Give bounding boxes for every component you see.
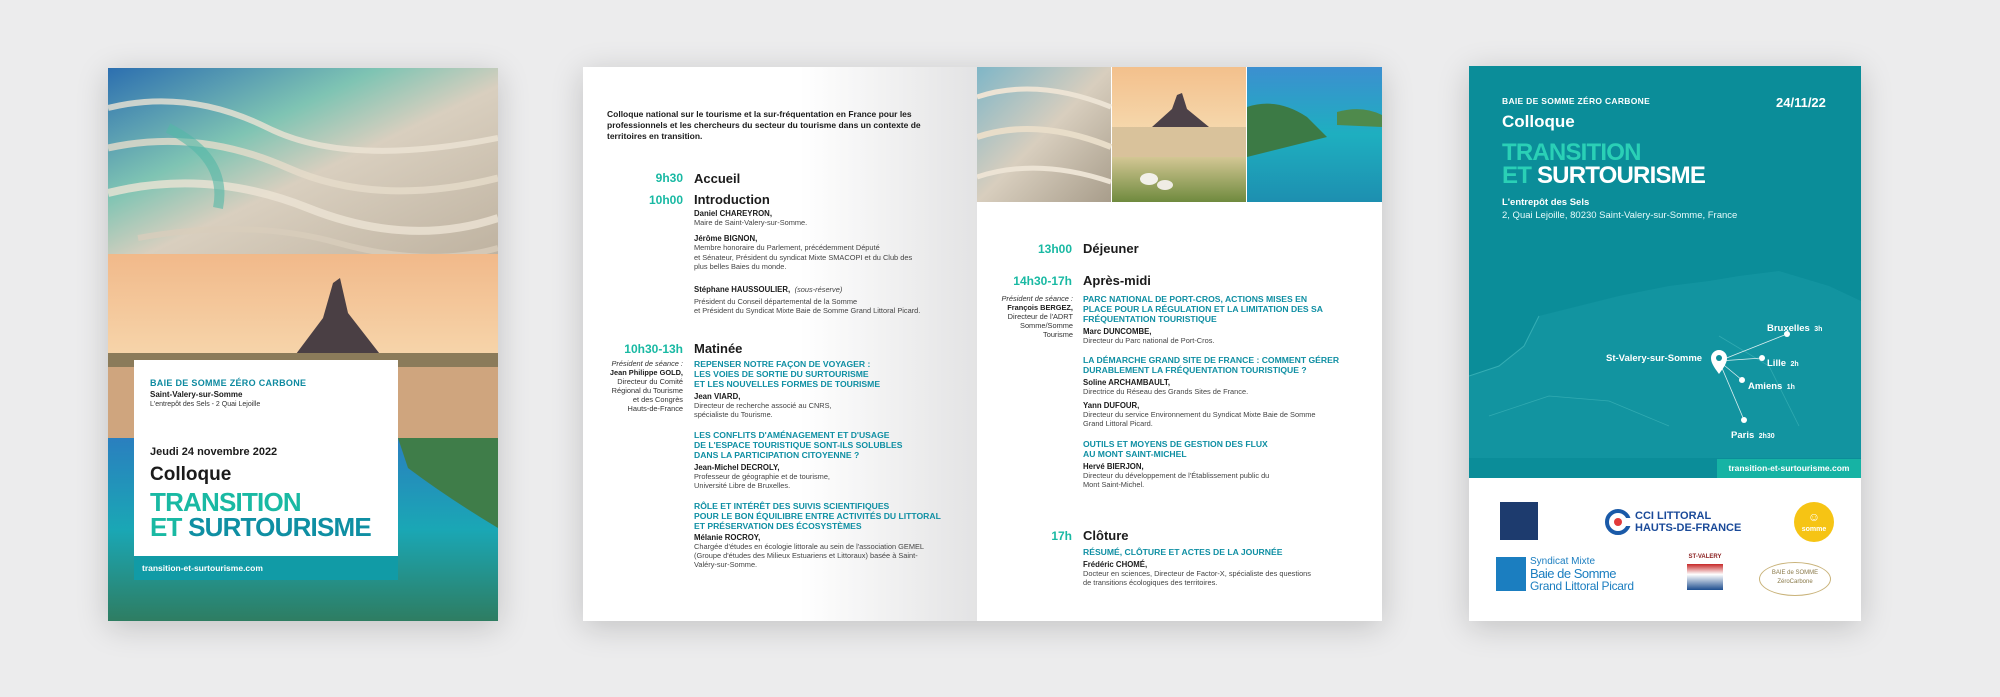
accueil-time: 9h30 <box>655 171 683 185</box>
president-label: Président de séance : <box>611 359 683 368</box>
speaker-desc: Grand Littoral Picard. <box>1083 419 1153 429</box>
cloture-title: Clôture <box>1083 528 1129 543</box>
cover-info-card <box>134 360 398 580</box>
stvalery-text: ST-VALERY <box>1688 554 1722 560</box>
paris-dot <box>1741 417 1747 423</box>
spread-left-page <box>583 67 977 621</box>
zero-carbone-logo <box>1759 562 1831 596</box>
cover-title-surtourisme: SURTOURISME <box>188 512 371 542</box>
matinee-president <box>595 359 683 413</box>
cci-text-line2: HAUTS-DE-FRANCE <box>1635 522 1742 534</box>
speaker-desc: Président du Conseil départemental de la Somme <box>694 296 858 306</box>
talk-title: FRÉQUENTATION TOURISTIQUE <box>1083 314 1217 324</box>
talk-title: ET LES NOUVELLES FORMES DE TOURISME <box>694 379 881 389</box>
speaker-desc: Directeur du Parc national de Port-Cros. <box>1083 336 1215 345</box>
talk-title: LA DÉMARCHE GRAND SITE DE FRANCE : COMMENT GÉRER <box>1083 355 1340 366</box>
back-title-surtourisme: SURTOURISME <box>1536 162 1706 189</box>
cloture-time: 17h <box>1051 529 1072 543</box>
somme-logo-text: somme <box>1801 526 1827 533</box>
talk-title: DE L'ESPACE TOURISTIQUE SONT-ILS SOLUBLES <box>694 439 903 450</box>
apresmidi-talks <box>1083 294 1373 489</box>
spread-photos <box>977 67 1382 202</box>
speaker-desc: Docteur en sciences, Directeur de Factor-X, spécialiste des questions <box>1083 569 1311 578</box>
cover-title-line1: TRANSITION <box>150 487 301 517</box>
talk-title: REPENSER NOTRE FAÇON DE VOYAGER : <box>694 359 871 369</box>
talk-title: RÉSUMÉ, CLÔTURE ET ACTES DE LA JOURNÉE <box>1083 547 1283 557</box>
gov-logo <box>1500 502 1538 540</box>
city-duration: 3h <box>1814 326 1823 333</box>
lille-dot <box>1759 355 1765 361</box>
cci-emblem-icon <box>1605 509 1631 535</box>
talk-title: RÔLE ET INTÉRÊT DES SUIVIS SCIENTIFIQUES <box>694 500 890 511</box>
back-address: 2, Quai Lejoille, 80230 Saint-Valery-sur-Somme, France <box>1502 210 1738 221</box>
cover-venue: L'entrepôt des Sels - 2 Quai Lejoille <box>150 401 261 408</box>
syndicat-emblem-icon <box>1496 557 1526 591</box>
syndicat-text-line1: Syndicat Mixte <box>1530 556 1596 567</box>
syndicat-text-line3: Grand Littoral Picard <box>1530 579 1634 593</box>
back-title-line2 <box>1502 164 1705 188</box>
speaker-desc: Valéry-sur-Somme. <box>694 560 758 570</box>
back-colloque: Colloque <box>1502 112 1575 131</box>
speaker-desc: Directeur de recherche associé au CNRS, <box>694 401 832 410</box>
president-desc: et des Congrès <box>632 395 683 404</box>
intro-line: professionnels et les chercheurs du secteur du tourisme dans un contexte de <box>607 120 921 130</box>
somme-logo <box>1794 502 1834 542</box>
cover-org: BAIE DE SOMME ZÉRO CARBONE <box>150 378 307 388</box>
speaker-desc: Directeur du service Environnement du Syndicat Mixte Baie de Somme <box>1083 409 1316 419</box>
amiens-dot <box>1739 377 1745 383</box>
speaker-desc: Mont Saint-Michel. <box>1083 480 1145 490</box>
cci-text-line1: CCI LITTORAL <box>1635 510 1712 522</box>
back-url-link[interactable]: transition-et-surtourisme.com <box>1717 459 1861 478</box>
stvalery-logo <box>1687 554 1723 594</box>
president-desc: Hauts-de-France <box>627 404 683 413</box>
speaker-desc: Directrice du Réseau des Grands Sites de France. <box>1083 387 1249 397</box>
introduction-speakers <box>694 209 964 315</box>
city-amiens <box>1748 376 1795 394</box>
city-duration: 1h <box>1786 384 1795 391</box>
speaker-name: Marc DUNCOMBE, <box>1083 327 1152 336</box>
talk-title: PARC NATIONAL DE PORT-CROS, ACTIONS MISES EN <box>1083 294 1308 304</box>
president-desc: Somme/Somme <box>1020 321 1073 330</box>
president-desc: Directeur de l'ADRT <box>1007 312 1073 321</box>
matinee-title: Matinée <box>694 341 743 356</box>
intro-text <box>607 109 921 142</box>
speaker-desc: et Sénateur, Président du syndicat Mixte SMACOPI et du Club des <box>694 252 913 262</box>
talk-title: OUTILS ET MOYENS DE GESTION DES FLUX <box>1083 438 1268 449</box>
back-title-line1: TRANSITION <box>1502 139 1641 166</box>
talk-title: LES CONFLITS D'AMÉNAGEMENT ET D'USAGE <box>694 429 890 440</box>
stvalery-emblem-icon <box>1687 564 1723 590</box>
president-label: Président de séance : <box>1001 294 1073 303</box>
president-name: Jean Philippe GOLD, <box>609 368 683 377</box>
president-desc: Directeur du Comité <box>617 377 683 386</box>
matinee-talks <box>694 359 969 570</box>
speaker-name: Soline ARCHAMBAULT, <box>1083 378 1171 388</box>
france-map <box>1469 226 1861 458</box>
apresmidi-time: 14h30-17h <box>1013 274 1072 288</box>
back-venue: L'entrepôt des Sels <box>1502 197 1590 208</box>
talk-title: AU MONT SAINT-MICHEL <box>1083 448 1187 459</box>
brochure-spread <box>583 67 1382 621</box>
speaker-desc: spécialiste du Tourisme. <box>694 410 773 420</box>
speaker-name: Jérôme BIGNON, <box>694 234 758 244</box>
cover-title-et: ET <box>150 512 182 542</box>
dejeuner-title: Déjeuner <box>1083 241 1139 256</box>
matinee-time: 10h30-13h <box>624 342 683 356</box>
accueil-title: Accueil <box>694 171 741 186</box>
speaker-desc: Membre honoraire du Parlement, précédemment Député <box>694 243 880 253</box>
back-date: 24/11/22 <box>1776 95 1826 110</box>
city-name: Bruxelles <box>1767 323 1810 334</box>
talk-title: PLACE POUR LA RÉGULATION ET LA LIMITATION DES SA <box>1083 304 1323 314</box>
speaker-desc: Université Libre de Bruxelles. <box>694 481 791 491</box>
president-name: François BERGEZ, <box>1007 303 1073 312</box>
talk-title: POUR LE BON ÉQUILIBRE ENTRE ACTIVITÉS DU LITTORAL <box>694 510 941 521</box>
talk-title: ET PRÉSERVATION DES ÉCOSYSTÈMES <box>694 520 862 531</box>
speaker-desc: et Président du Syndicat Mixte Baie de Somme Grand Littoral Picard. <box>694 306 921 316</box>
apresmidi-title: Après-midi <box>1083 273 1151 288</box>
speaker-name: Daniel CHAREYRON, <box>694 209 772 218</box>
talk-title: DANS LA PARTICIPATION CITOYENNE ? <box>694 449 860 460</box>
zero-carbone-text-line2: ZéroCarbone <box>1777 579 1813 585</box>
cover-title-line2 <box>150 512 371 542</box>
cover-town: Saint-Valery-sur-Somme <box>150 390 243 399</box>
city-name: Lille <box>1767 358 1787 369</box>
introduction-title: Introduction <box>694 192 770 207</box>
speaker-name: Hervé BIERJON, <box>1083 461 1144 471</box>
somme-logo-icon: ☺ <box>1807 510 1821 524</box>
spread-right-page <box>977 67 1382 621</box>
speaker-name: Frédéric CHOMÉ, <box>1083 560 1148 569</box>
speaker-name: Stéphane HAUSSOULIER, <box>694 284 791 294</box>
city-duration: 2h30 <box>1758 433 1775 440</box>
back-org: BAIE DE SOMME ZÉRO CARBONE <box>1502 96 1651 106</box>
talk-title: DURABLEMENT LA FRÉQUENTATION TOURISTIQUE ? <box>1083 365 1307 376</box>
speaker-desc: plus belles Baies du monde. <box>694 262 787 272</box>
speaker-name: Mélanie ROCROY, <box>694 532 761 542</box>
speaker-desc: Professeur de géographie et de tourisme, <box>694 471 830 481</box>
cover-colloque: Colloque <box>150 464 232 485</box>
syndicat-text-line2: Baie de Somme <box>1530 566 1616 581</box>
cover-url-link[interactable]: transition-et-surtourisme.com <box>134 556 398 580</box>
zero-carbone-text-line1: BAIE de SOMME <box>1771 570 1819 576</box>
speaker-name: Jean VIARD, <box>694 392 741 401</box>
origin-city: St-Valery-sur-Somme <box>1606 353 1703 364</box>
dejeuner-time: 13h00 <box>1037 242 1072 256</box>
intro-line: Colloque national sur le tourisme et la sur-fréquentation en France pour les <box>607 109 912 119</box>
speaker-desc: Chargée d'études en écologie littorale au sein de l'association GEMEL <box>694 541 925 551</box>
speaker-name-row <box>694 279 964 297</box>
speaker-name: Yann DUFOUR, <box>1083 400 1140 410</box>
apresmidi-president <box>985 294 1073 339</box>
city-lille <box>1767 353 1799 371</box>
intro-line: territoires en transition. <box>607 131 703 141</box>
speaker-desc: de transitions écologiques des territoires. <box>1083 578 1218 588</box>
speaker-name: Jean-Michel DECROLY, <box>694 462 780 472</box>
speaker-desc: (Groupe d'études des Milieux Estuariens et Littoraux) basée à Saint- <box>694 551 918 561</box>
introduction-time: 10h00 <box>648 193 683 207</box>
city-name: Amiens <box>1748 381 1783 392</box>
cover-date: Jeudi 24 novembre 2022 <box>150 446 278 458</box>
back-teal-panel <box>1469 66 1861 478</box>
talk-title: LES VOIES DE SORTIE DU SURTOURISME <box>694 369 869 379</box>
president-desc: Tourisme <box>1043 330 1073 339</box>
brochure-back <box>1469 66 1861 621</box>
city-duration: 2h <box>1790 361 1799 368</box>
city-bruxelles <box>1767 318 1822 336</box>
president-desc: Régional du Tourisme <box>611 386 683 395</box>
cloture-talk <box>1083 547 1373 588</box>
speaker-note: (sous-réserve) <box>794 284 843 294</box>
speaker-desc: Directeur du développement de l'Établissement public du <box>1083 470 1270 480</box>
back-title-et: ET <box>1502 162 1532 189</box>
brochure-cover <box>108 68 498 621</box>
speaker-desc: Maire de Saint-Valery-sur-Somme. <box>694 218 808 227</box>
city-name: Paris <box>1731 430 1755 441</box>
city-paris <box>1731 425 1775 443</box>
